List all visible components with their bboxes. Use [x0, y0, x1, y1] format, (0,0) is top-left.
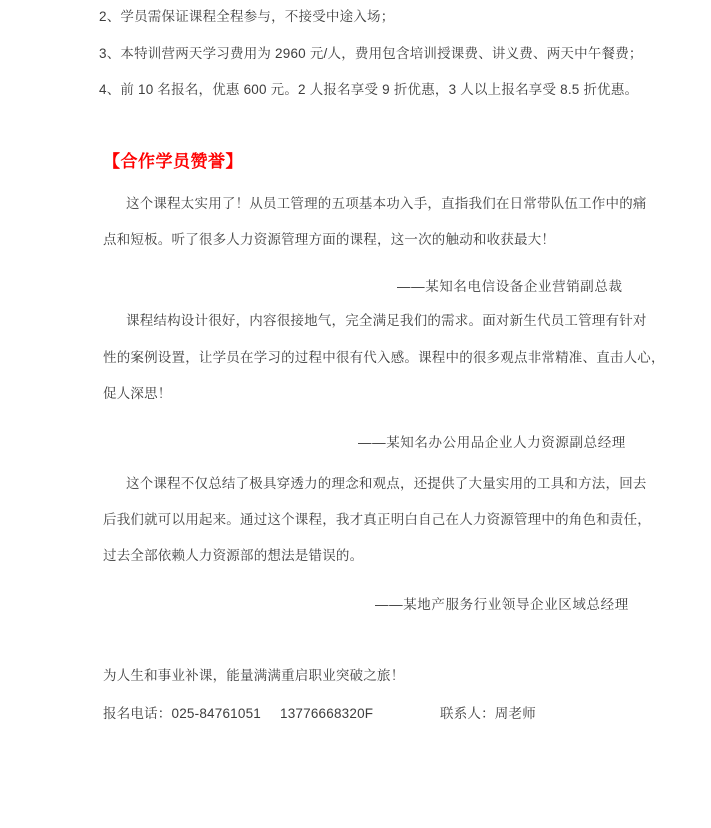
contact-person: 联系人：周老师	[440, 706, 536, 721]
testimonial-3-attribution: ——某地产服务行业领导企业区域总经理	[375, 597, 629, 612]
testimonial-3-line-2: 后我们就可以用起来。通过这个课程，我才真正明白自己在人力资源管理中的角色和责任，	[103, 512, 651, 527]
section-heading: 【合作学员赞誉】	[103, 152, 243, 171]
testimonial-3-line-3: 过去全部依赖人力资源部的想法是错误的。	[103, 548, 364, 563]
testimonial-2-line-1: 课程结构设计很好，内容很接地气，完全满足我们的需求。面对新生代员工管理有针对	[126, 313, 647, 328]
enroll-phone-label: 报名电话：025-84761051	[103, 706, 261, 721]
enroll-phone-secondary: 13776668320F	[280, 706, 374, 721]
note-line-3: 3、本特训营两天学习费用为 2960 元/人，费用包含培训授课费、讲义费、两天中午餐费；	[99, 46, 643, 61]
closing-slogan: 为人生和事业补课，能量满满重启职业突破之旅！	[103, 668, 405, 683]
testimonial-1-line-2: 点和短板。听了很多人力资源管理方面的课程，这一次的触动和收获最大！	[103, 232, 556, 247]
testimonial-2-line-3: 促人深思！	[103, 386, 172, 401]
note-line-4: 4、前 10 名报名，优惠 600 元。2 人报名享受 9 折优惠，3 人以上报名享受 8.5 折优惠。	[99, 82, 639, 97]
testimonial-1-attribution: ——某知名电信设备企业营销副总裁	[397, 279, 623, 294]
testimonial-2-line-2: 性的案例设置，让学员在学习的过程中很有代入感。课程中的很多观点非常精准、直击人心，	[103, 350, 665, 365]
testimonial-2-attribution: ——某知名办公用品企业人力资源副总经理	[358, 435, 626, 450]
testimonial-3-line-1: 这个课程不仅总结了极具穿透力的理念和观点，还提供了大量实用的工具和方法，回去	[126, 476, 647, 491]
note-line-2: 2、学员需保证课程全程参与，不接受中途入场；	[99, 9, 395, 24]
testimonial-1-line-1: 这个课程太实用了！从员工管理的五项基本功入手，直指我们在日常带队伍工作中的痛	[126, 196, 647, 211]
